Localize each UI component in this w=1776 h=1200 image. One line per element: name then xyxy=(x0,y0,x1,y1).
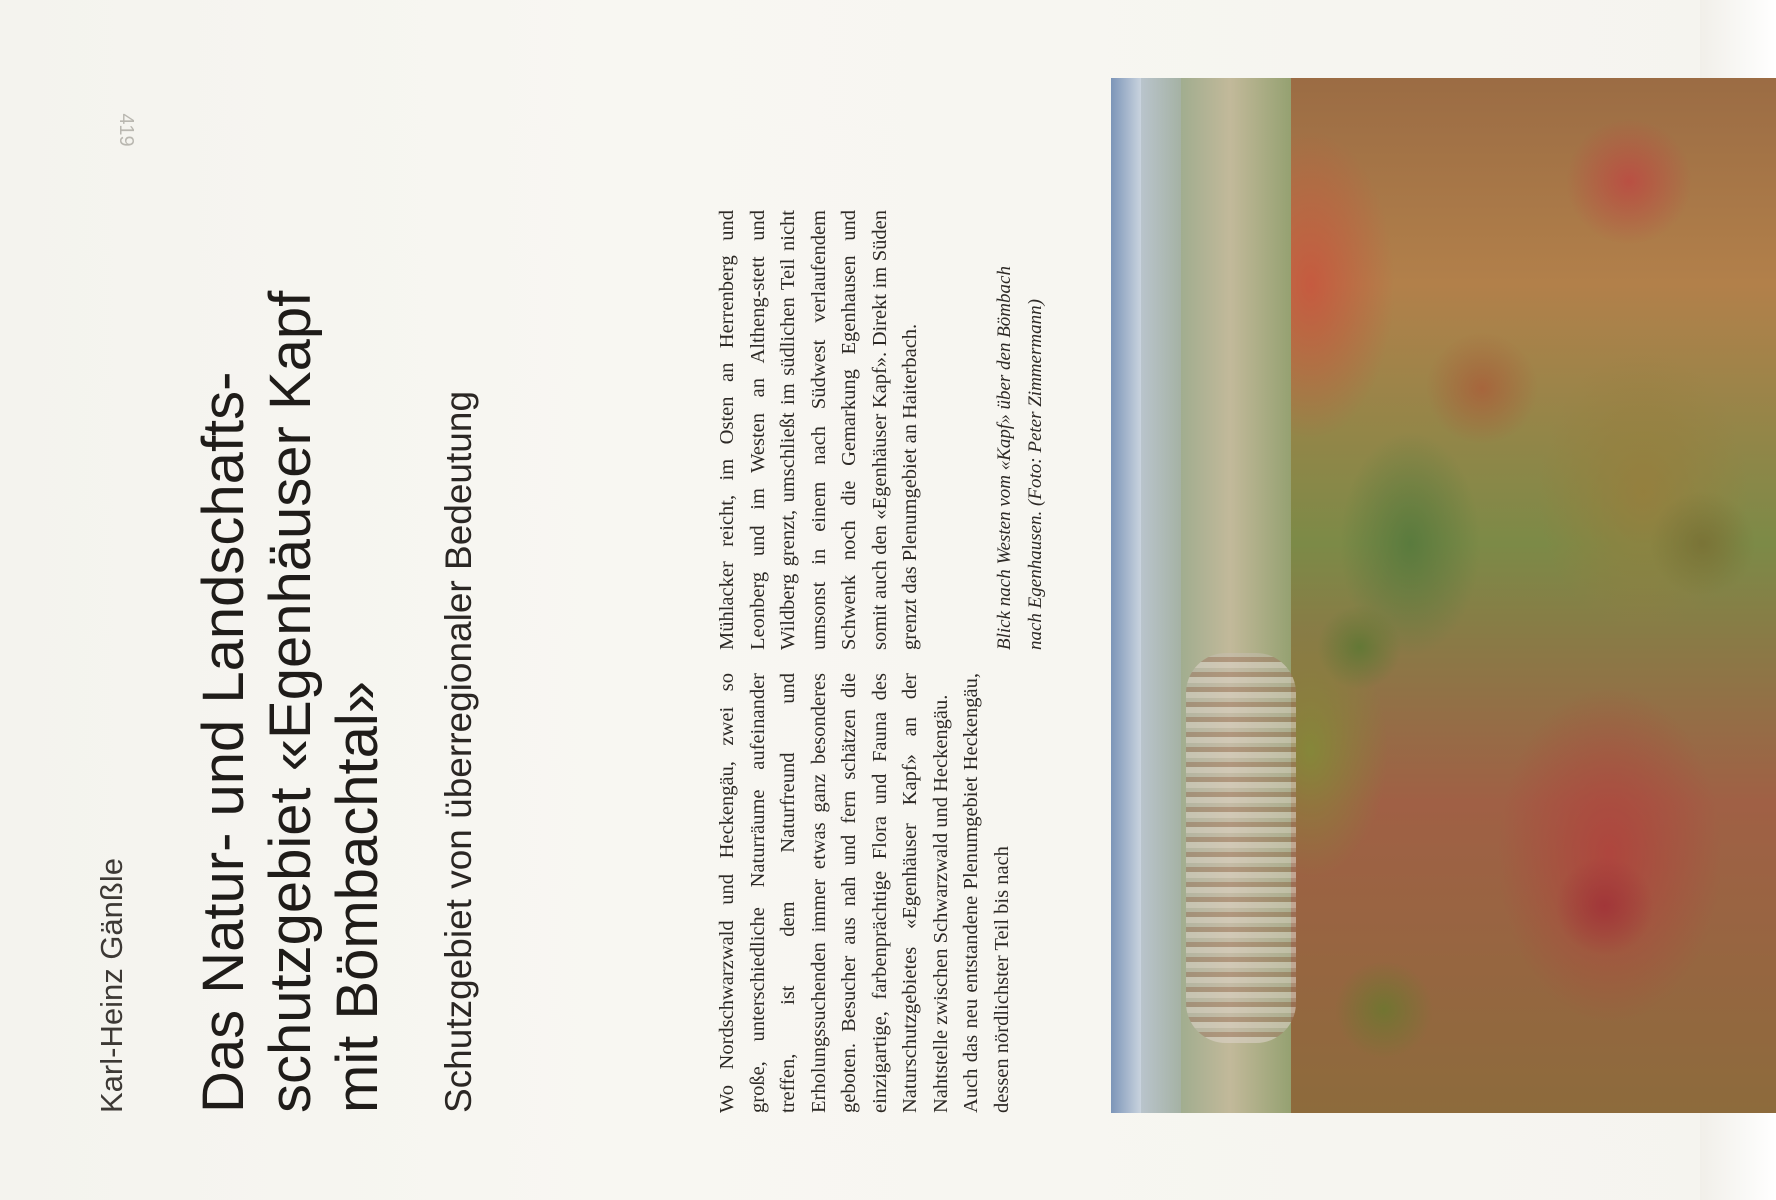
body-column-2 xyxy=(712,210,926,650)
paragraph-3: Mühlacker reicht, im Osten an Herrenberg und Leonberg und im Westen an Altheng-stett und Wildberg grenzt, umschließt im südlichen Teil nicht umsonst in einem nach Südwest verlaufendem Schwenk noch die Gemarkung Egenhausen und somit auch den «Egenhäuser Kapf». Direkt im Süden grenzt das Plenumgebiet an Haiterbach. xyxy=(716,210,921,650)
title-line-2: schutzgebiet «Egenhäuser Kapf xyxy=(258,290,323,1113)
paragraph-1: Wo Nordschwarzwald und Heckengäu, zwei so große, unterschiedliche Naturräume aufeinander treffen, ist dem Naturfreund und Erholungssuchenden immer etwas ganz besonderes geboten. Besucher aus nah und fern schätzen die einzigartige, farbenprächtige Flora und Fauna des Naturschutzgebietes «Egenhäuser Kapf» an der Nahtstelle zwischen Schwarzwald und Heckengäu. xyxy=(716,673,952,1113)
photo-horizon xyxy=(1141,78,1181,1113)
author-name: Karl-Heinz Gänßle xyxy=(94,858,129,1113)
photo-autumn-trees xyxy=(1286,78,1776,1113)
landscape-photo xyxy=(1111,78,1776,1113)
caption-line-1: Blick nach Westen vom «Kapf» über den Bömbach xyxy=(994,266,1015,650)
paragraph-2: Auch das neu entstandene Plenumgebiet Heckengäu, dessen nördlichster Teil bis nach xyxy=(960,673,1013,1113)
photo-caption xyxy=(990,210,1051,650)
article-title xyxy=(190,33,391,1113)
caption-line-2: nach Egenhausen. (Foto: Peter Zimmermann) xyxy=(1024,299,1046,650)
body-column-1 xyxy=(712,673,1017,1113)
title-line-1: Das Natur- und Landschafts- xyxy=(191,371,256,1113)
photo-sky xyxy=(1111,78,1141,1113)
page-number: 419 xyxy=(115,113,137,147)
photo-village xyxy=(1186,653,1296,1043)
title-line-3: mit Bömbachtal» xyxy=(325,681,390,1113)
article-subtitle: Schutzgebiet von überregionaler Bedeutung xyxy=(438,390,479,1113)
